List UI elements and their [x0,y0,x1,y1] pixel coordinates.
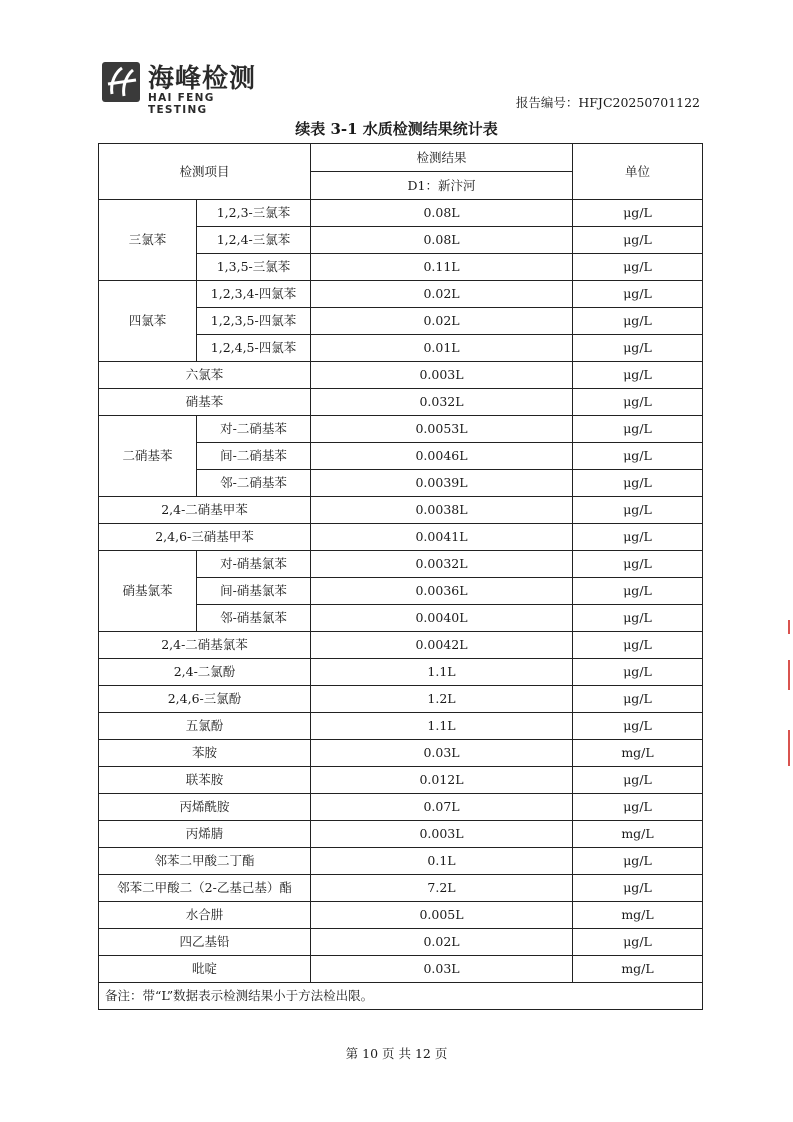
unit-cell: μg/L [573,929,703,956]
unit-cell: μg/L [573,794,703,821]
result-cell: 0.11L [311,254,573,281]
unit-cell: μg/L [573,362,703,389]
header-site: D1：新汴河 [311,172,573,200]
unit-cell: mg/L [573,902,703,929]
unit-cell: μg/L [573,470,703,497]
item-cell: 邻苯二甲酸二（2-乙基己基）酯 [99,875,311,902]
note-cell: 备注：带“L”数据表示检测结果小于方法检出限。 [99,983,703,1010]
unit-cell: μg/L [573,281,703,308]
unit-cell: μg/L [573,200,703,227]
sub-item-cell: 1,2,3-三氯苯 [197,200,311,227]
sub-item-cell: 邻-二硝基苯 [197,470,311,497]
unit-cell: mg/L [573,956,703,983]
sub-item-cell: 邻-硝基氯苯 [197,605,311,632]
unit-cell: μg/L [573,389,703,416]
company-logo [100,58,270,116]
item-cell: 邻苯二甲酸二丁酯 [99,848,311,875]
result-cell: 0.03L [311,956,573,983]
report-number: 报告编号：HFJC20250701122 [515,95,700,110]
result-cell: 0.003L [311,821,573,848]
item-cell: 2,4-二硝基甲苯 [99,497,311,524]
result-cell: 1.1L [311,659,573,686]
item-cell: 五氯酚 [99,713,311,740]
table-row [99,200,703,227]
item-cell: 四乙基铅 [99,929,311,956]
unit-cell: μg/L [573,848,703,875]
result-cell: 0.1L [311,848,573,875]
sub-item-cell: 间-二硝基苯 [197,443,311,470]
header-item: 检测项目 [99,144,311,200]
group-name-cell: 硝基氯苯 [99,551,197,632]
result-cell: 0.02L [311,929,573,956]
table-row [99,659,703,686]
result-cell: 0.032L [311,389,573,416]
logo-english-name: HAI FENG TESTING [148,92,215,116]
result-cell: 0.0032L [311,551,573,578]
unit-cell: μg/L [573,578,703,605]
item-cell: 联苯胺 [99,767,311,794]
table-row [99,632,703,659]
table-row [99,821,703,848]
page-footer: 第 10 页 共 12 页 [345,1046,448,1061]
unit-cell: μg/L [573,497,703,524]
water-quality-table [98,143,703,1010]
result-cell: 0.01L [311,335,573,362]
result-cell: 0.08L [311,227,573,254]
result-cell: 0.08L [311,200,573,227]
table-title: 续表 3-1 水质检测结果统计表 [295,120,498,138]
unit-cell: μg/L [573,524,703,551]
item-cell: 吡啶 [99,956,311,983]
unit-cell: μg/L [573,443,703,470]
table-row [99,551,703,578]
result-cell: 0.07L [311,794,573,821]
sub-item-cell: 间-硝基氯苯 [197,578,311,605]
item-cell: 2,4,6-三硝基甲苯 [99,524,311,551]
unit-cell: μg/L [573,875,703,902]
item-cell: 2,4-二氯酚 [99,659,311,686]
table-row [99,929,703,956]
seal-edge-mark [787,620,791,780]
table-row [99,740,703,767]
unit-cell: μg/L [573,659,703,686]
result-cell: 0.0046L [311,443,573,470]
result-cell: 1.2L [311,686,573,713]
table-row [99,848,703,875]
unit-cell: μg/L [573,254,703,281]
unit-cell: mg/L [573,740,703,767]
unit-cell: μg/L [573,686,703,713]
table-row [99,767,703,794]
result-cell: 0.003L [311,362,573,389]
table-row [99,389,703,416]
item-cell: 丙烯腈 [99,821,311,848]
unit-cell: μg/L [573,227,703,254]
sub-item-cell: 对-二硝基苯 [197,416,311,443]
sub-item-cell: 1,2,4,5-四氯苯 [197,335,311,362]
sub-item-cell: 对-硝基氯苯 [197,551,311,578]
unit-cell: μg/L [573,605,703,632]
header-unit: 单位 [573,144,703,200]
table-row [99,281,703,308]
table-row [99,362,703,389]
result-cell: 0.0053L [311,416,573,443]
unit-cell: μg/L [573,551,703,578]
sub-item-cell: 1,2,4-三氯苯 [197,227,311,254]
item-cell: 苯胺 [99,740,311,767]
unit-cell: μg/L [573,632,703,659]
result-cell: 7.2L [311,875,573,902]
result-cell: 0.0038L [311,497,573,524]
item-cell: 2,4,6-三氯酚 [99,686,311,713]
unit-cell: μg/L [573,308,703,335]
logo-chinese-name: 海峰检测 [148,64,257,94]
unit-cell: μg/L [573,335,703,362]
group-name-cell: 三氯苯 [99,200,197,281]
item-cell: 2,4-二硝基氯苯 [99,632,311,659]
result-cell: 0.0040L [311,605,573,632]
note-row [99,983,703,1010]
table-row [99,713,703,740]
result-cell: 0.012L [311,767,573,794]
group-name-cell: 四氯苯 [99,281,197,362]
result-cell: 0.02L [311,281,573,308]
table-row [99,956,703,983]
table-row [99,902,703,929]
group-name-cell: 二硝基苯 [99,416,197,497]
result-cell: 1.1L [311,713,573,740]
unit-cell: μg/L [573,713,703,740]
table-row [99,875,703,902]
result-cell: 0.0036L [311,578,573,605]
unit-cell: μg/L [573,767,703,794]
result-cell: 0.005L [311,902,573,929]
sub-item-cell: 1,3,5-三氯苯 [197,254,311,281]
result-cell: 0.0042L [311,632,573,659]
table-row [99,794,703,821]
hf-logo-icon [100,60,142,104]
item-cell: 丙烯酰胺 [99,794,311,821]
sub-item-cell: 1,2,3,5-四氯苯 [197,308,311,335]
item-cell: 六氯苯 [99,362,311,389]
unit-cell: μg/L [573,416,703,443]
result-cell: 0.02L [311,308,573,335]
item-cell: 水合肼 [99,902,311,929]
result-cell: 0.03L [311,740,573,767]
table-row [99,497,703,524]
header-result: 检测结果 [311,144,573,172]
result-cell: 0.0041L [311,524,573,551]
sub-item-cell: 1,2,3,4-四氯苯 [197,281,311,308]
header-row [99,144,703,172]
table-row [99,416,703,443]
table-row [99,686,703,713]
table-row [99,524,703,551]
result-cell: 0.0039L [311,470,573,497]
unit-cell: mg/L [573,821,703,848]
item-cell: 硝基苯 [99,389,311,416]
table-body [99,144,703,1010]
